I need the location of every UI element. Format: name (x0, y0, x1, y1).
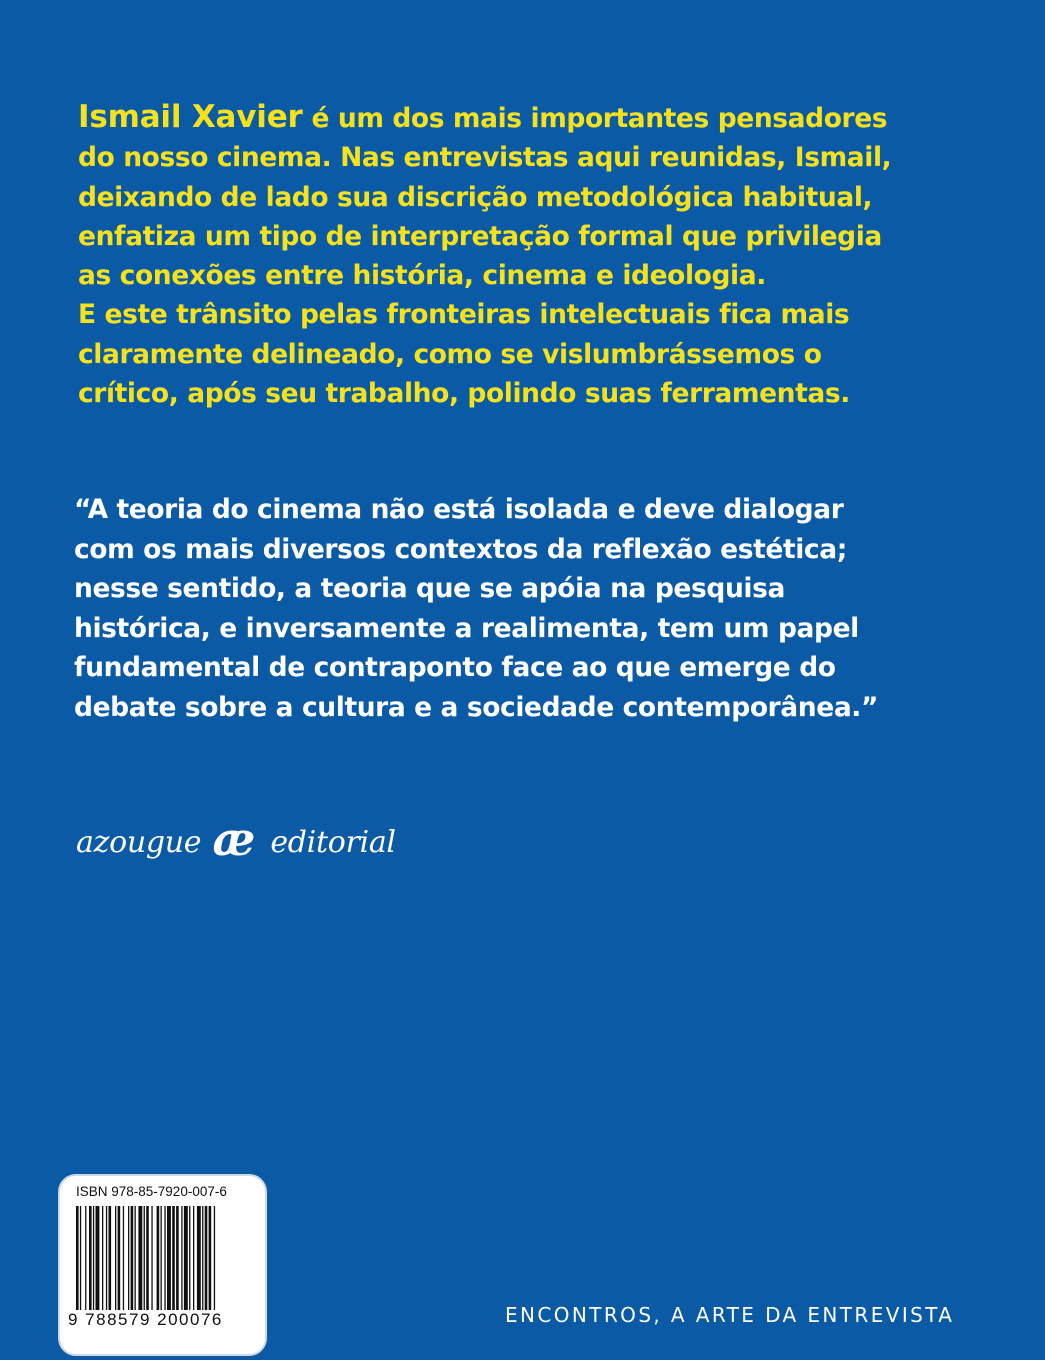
quote-line: nesse sentido, a teoria que se apóia na pesquisa (74, 573, 785, 605)
barcode-bar (138, 1206, 142, 1322)
blurb-line: claramente delineado, como se vislumbrássemos o (78, 338, 822, 370)
quote-line: debate sobre a cultura e a sociedade contemporânea.” (74, 691, 878, 723)
barcode-bar (128, 1206, 129, 1322)
barcode-bar (144, 1206, 145, 1322)
barcode-bar (161, 1206, 162, 1322)
barcode-bar (205, 1206, 208, 1322)
quote-line: “A teoria do cinema não está isolada e deve dialogar (74, 494, 844, 525)
barcode-bar (146, 1206, 149, 1322)
series-title: ENCONTROS, A ARTE DA ENTREVISTA (505, 1303, 955, 1327)
blurb-line: as conexões entre história, cinema e ideologia. (78, 260, 766, 292)
blurb-line: deixando de lado sua discrição metodológica habitual, (78, 181, 873, 213)
blurb-line: enfatiza um tipo de interpretação formal que privilegia (78, 220, 882, 252)
blurb-line: crítico, após seu trabalho, polindo suas ferramentas. (78, 378, 850, 410)
publisher-name-right: editorial (270, 825, 396, 860)
ae-ligature-logo: æ (212, 812, 256, 866)
barcode-label (58, 1174, 267, 1356)
barcode-bar (157, 1206, 160, 1322)
barcode-bar (172, 1206, 175, 1322)
barcode-bar (89, 1206, 92, 1322)
barcode-bar (151, 1206, 152, 1322)
barcode-bar (131, 1206, 134, 1322)
quote-line: com os mais diversos contextos da reflexão estética; (74, 533, 847, 565)
barcode-bar (202, 1206, 203, 1322)
book-blurb (78, 98, 958, 413)
barcode-bar (176, 1206, 179, 1322)
barcode-bar (109, 1206, 112, 1322)
isbn-text: ISBN 978-85-7920-007-6 (76, 1184, 227, 1199)
barcode-bar (123, 1206, 124, 1322)
barcode-bar (209, 1206, 212, 1322)
blurb-line: do nosso cinema. Nas entrevistas aqui reunidas, Ismail, (78, 142, 892, 174)
barcode-bar (189, 1206, 190, 1322)
barcode-bar (85, 1206, 86, 1322)
barcode-number: 9 788579 200076 (68, 1310, 223, 1329)
barcode-bar (181, 1206, 182, 1322)
barcode-bar (135, 1206, 136, 1322)
blurb-line: E este trânsito pelas fronteiras intelectuais fica mais (78, 299, 850, 331)
blurb-line (78, 98, 958, 138)
barcode-bar (118, 1206, 121, 1322)
barcode-bar (164, 1206, 165, 1322)
barcode-bar (93, 1206, 94, 1322)
blurb-first-line: é um dos mais importantes pensadores (302, 103, 888, 134)
barcode-bar (115, 1206, 116, 1322)
barcode-bar (96, 1206, 100, 1322)
barcode-bar (193, 1206, 194, 1322)
author-name: Ismail Xavier (78, 99, 303, 135)
quote-line: fundamental de contraponto face ao que emerge do (74, 652, 836, 684)
barcode-bar (80, 1206, 81, 1322)
barcode-bar (214, 1206, 215, 1322)
publisher-logo (76, 812, 396, 866)
barcode-bar (106, 1206, 107, 1322)
barcode-bar (184, 1206, 188, 1322)
barcode-bar (167, 1206, 171, 1322)
author-quote (74, 490, 954, 728)
quote-line: histórica, e inversamente a realimenta, tem um papel (74, 612, 859, 644)
barcode-bar (197, 1206, 201, 1322)
barcode-bars (74, 1206, 254, 1322)
barcode-bar (76, 1206, 79, 1322)
barcode-bar (102, 1206, 103, 1322)
publisher-name-left: azougue (76, 825, 202, 860)
